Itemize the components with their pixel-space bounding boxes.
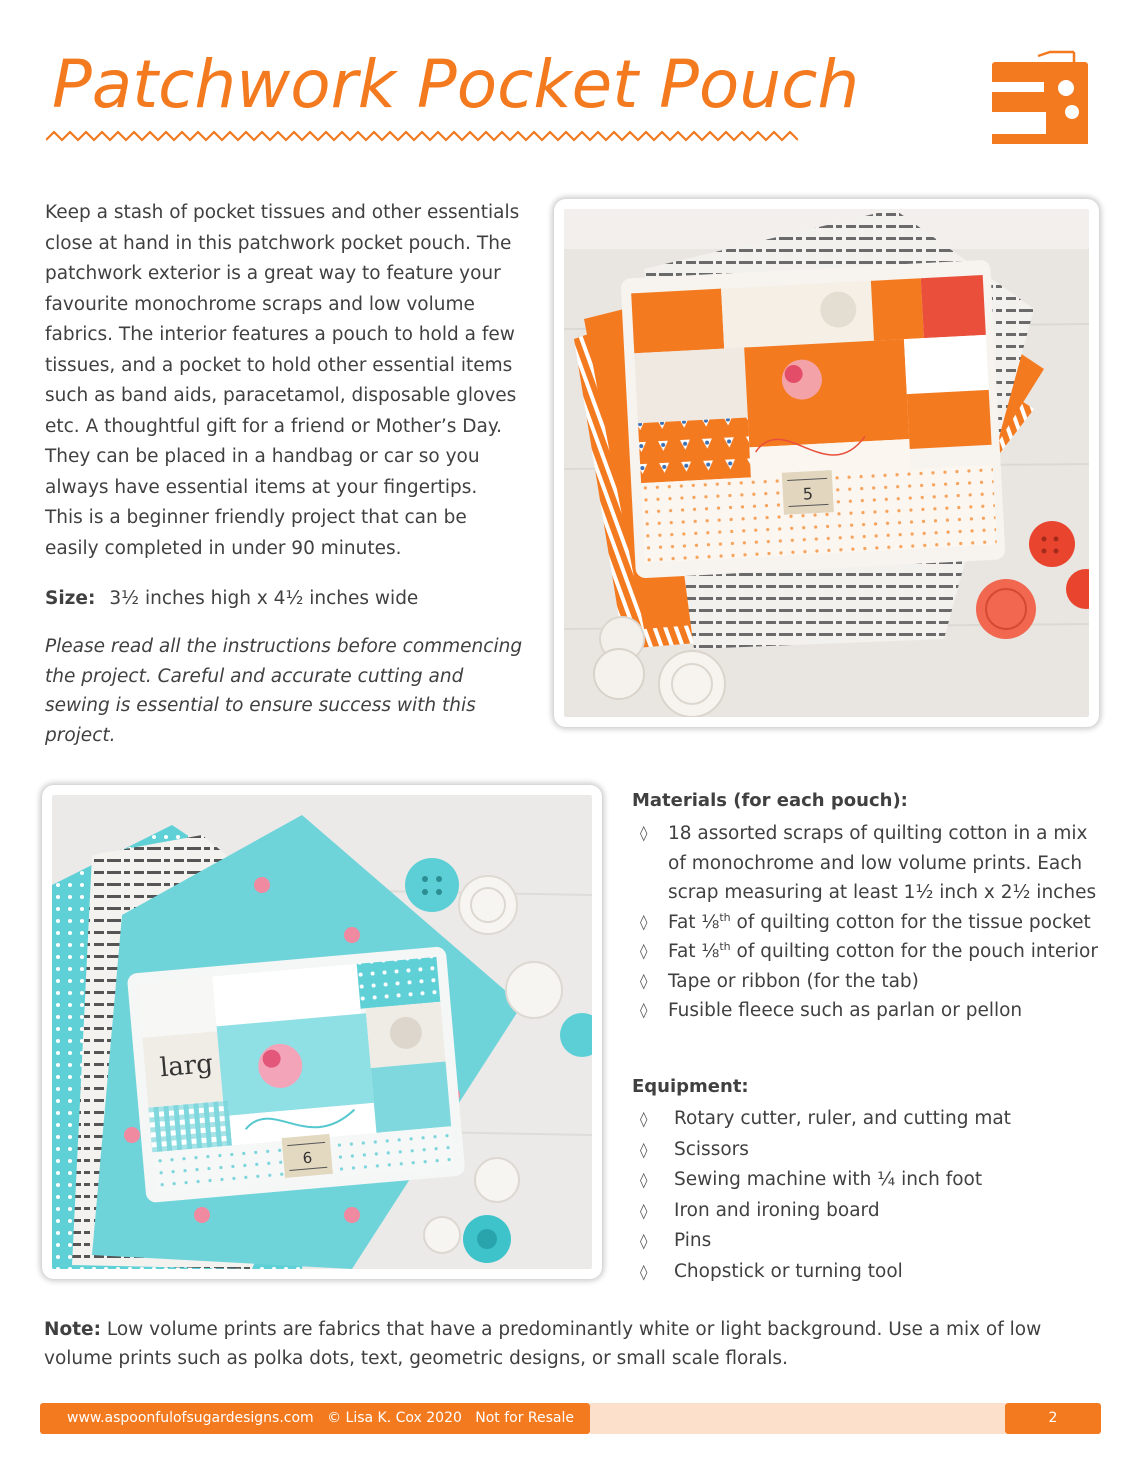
diamond-bullet-icon: ◊ — [640, 942, 648, 960]
diamond-bullet-icon: ◊ — [640, 1171, 648, 1189]
diamond-bullet-icon: ◊ — [640, 912, 648, 931]
list-item: ◊ Fusible fleece such as parlan or pellon — [632, 996, 1102, 1026]
size-label: Size: — [45, 588, 96, 609]
website-link[interactable]: www.aspoonfulofsugardesigns.com — [67, 1410, 314, 1426]
list-item: ◊ Tape or ribbon (for the tab) — [632, 967, 1102, 997]
note-label: Note: — [44, 1319, 101, 1340]
diamond-bullet-icon: ◊ — [640, 1201, 648, 1220]
page-title: Patchwork Pocket Pouch — [52, 46, 860, 123]
aqua-pouch-photo — [42, 785, 602, 1279]
diamond-bullet-icon: ◊ — [640, 1001, 648, 1019]
list-item: ◊ Pins — [632, 1226, 1102, 1257]
intro-paragraph: Keep a stash of pocket tissues and other essentials close at hand in this patchwork pocket pouch. The patchwork exterior is a great way to feature your favourite monochrome scraps and low volume fabrics. The interior features a pouch to hold a few tissues, and a pocket to hold other essential items such as band aids, paracetamol, disposable gloves etc. A thoughtful gift for a friend or Mother’s Day. They can be placed in a handbag or car so you always have essential items at your fingertips. This is a beginner friendly project that can be easily completed in under 90 minutes. — [45, 202, 520, 559]
orange-pouch-photo — [554, 199, 1099, 727]
equipment-heading: Equipment: — [632, 1076, 749, 1097]
resale-text: Not for Resale — [475, 1410, 575, 1426]
diamond-bullet-icon: ◊ — [640, 1140, 648, 1159]
diamond-bullet-icon: ◊ — [640, 1232, 648, 1250]
note-text: Low volume prints are fabrics that have a predominantly white or light background. Use a mix of low volume prints such as polka dots, text, geometric designs, or small scale florals. — [44, 1319, 1042, 1369]
note-paragraph — [44, 1315, 1104, 1373]
copyright-text: © Lisa K. Cox 2020 — [327, 1410, 462, 1426]
page-number: 2 — [1005, 1403, 1101, 1434]
sewing-machine-icon — [988, 48, 1090, 146]
materials-heading: Materials (for each pouch): — [632, 790, 908, 811]
diamond-bullet-icon: ◊ — [640, 1262, 648, 1281]
list-item: ◊ Fat ⅛$^{th}$ of quilting cotton for the tissue pocket — [632, 908, 1102, 938]
diamond-bullet-icon: ◊ — [640, 971, 648, 990]
list-item: ◊ 18 assorted scraps of quilting cotton in a mix of monochrome and low volume prints. Each scrap measuring at least 1½ inch x 2½ inches — [632, 819, 1102, 908]
list-item: ◊ Rotary cutter, ruler, and cutting mat — [632, 1104, 1102, 1135]
footer-bar — [40, 1403, 590, 1434]
aqua-tab-number: 6 — [301, 1148, 313, 1168]
size-value: 3½ inches high x 4½ inches wide — [109, 588, 419, 609]
list-item: ◊ Sewing machine with ¼ inch foot — [632, 1165, 1102, 1196]
list-item: ◊ Chopstick or turning tool — [632, 1257, 1102, 1288]
equipment-list — [632, 1104, 1102, 1287]
diamond-bullet-icon: ◊ — [640, 824, 648, 842]
zigzag-divider — [46, 126, 798, 146]
materials-list — [632, 819, 1102, 1026]
aqua-print-text: larg — [158, 1048, 215, 1084]
diamond-bullet-icon: ◊ — [640, 1110, 648, 1128]
footer-spacer — [590, 1403, 1005, 1434]
orange-tab-number: 5 — [802, 484, 814, 504]
size-line — [45, 588, 418, 609]
instructions-note: Please read all the instructions before commencing the project. Careful and accurate cutting and sewing is essential to ensure success with this project. — [45, 636, 523, 746]
list-item: ◊ Scissors — [632, 1135, 1102, 1166]
list-item: ◊ Iron and ironing board — [632, 1196, 1102, 1227]
list-item: ◊ Fat ⅛$^{th}$ of quilting cotton for the pouch interior — [632, 937, 1102, 967]
